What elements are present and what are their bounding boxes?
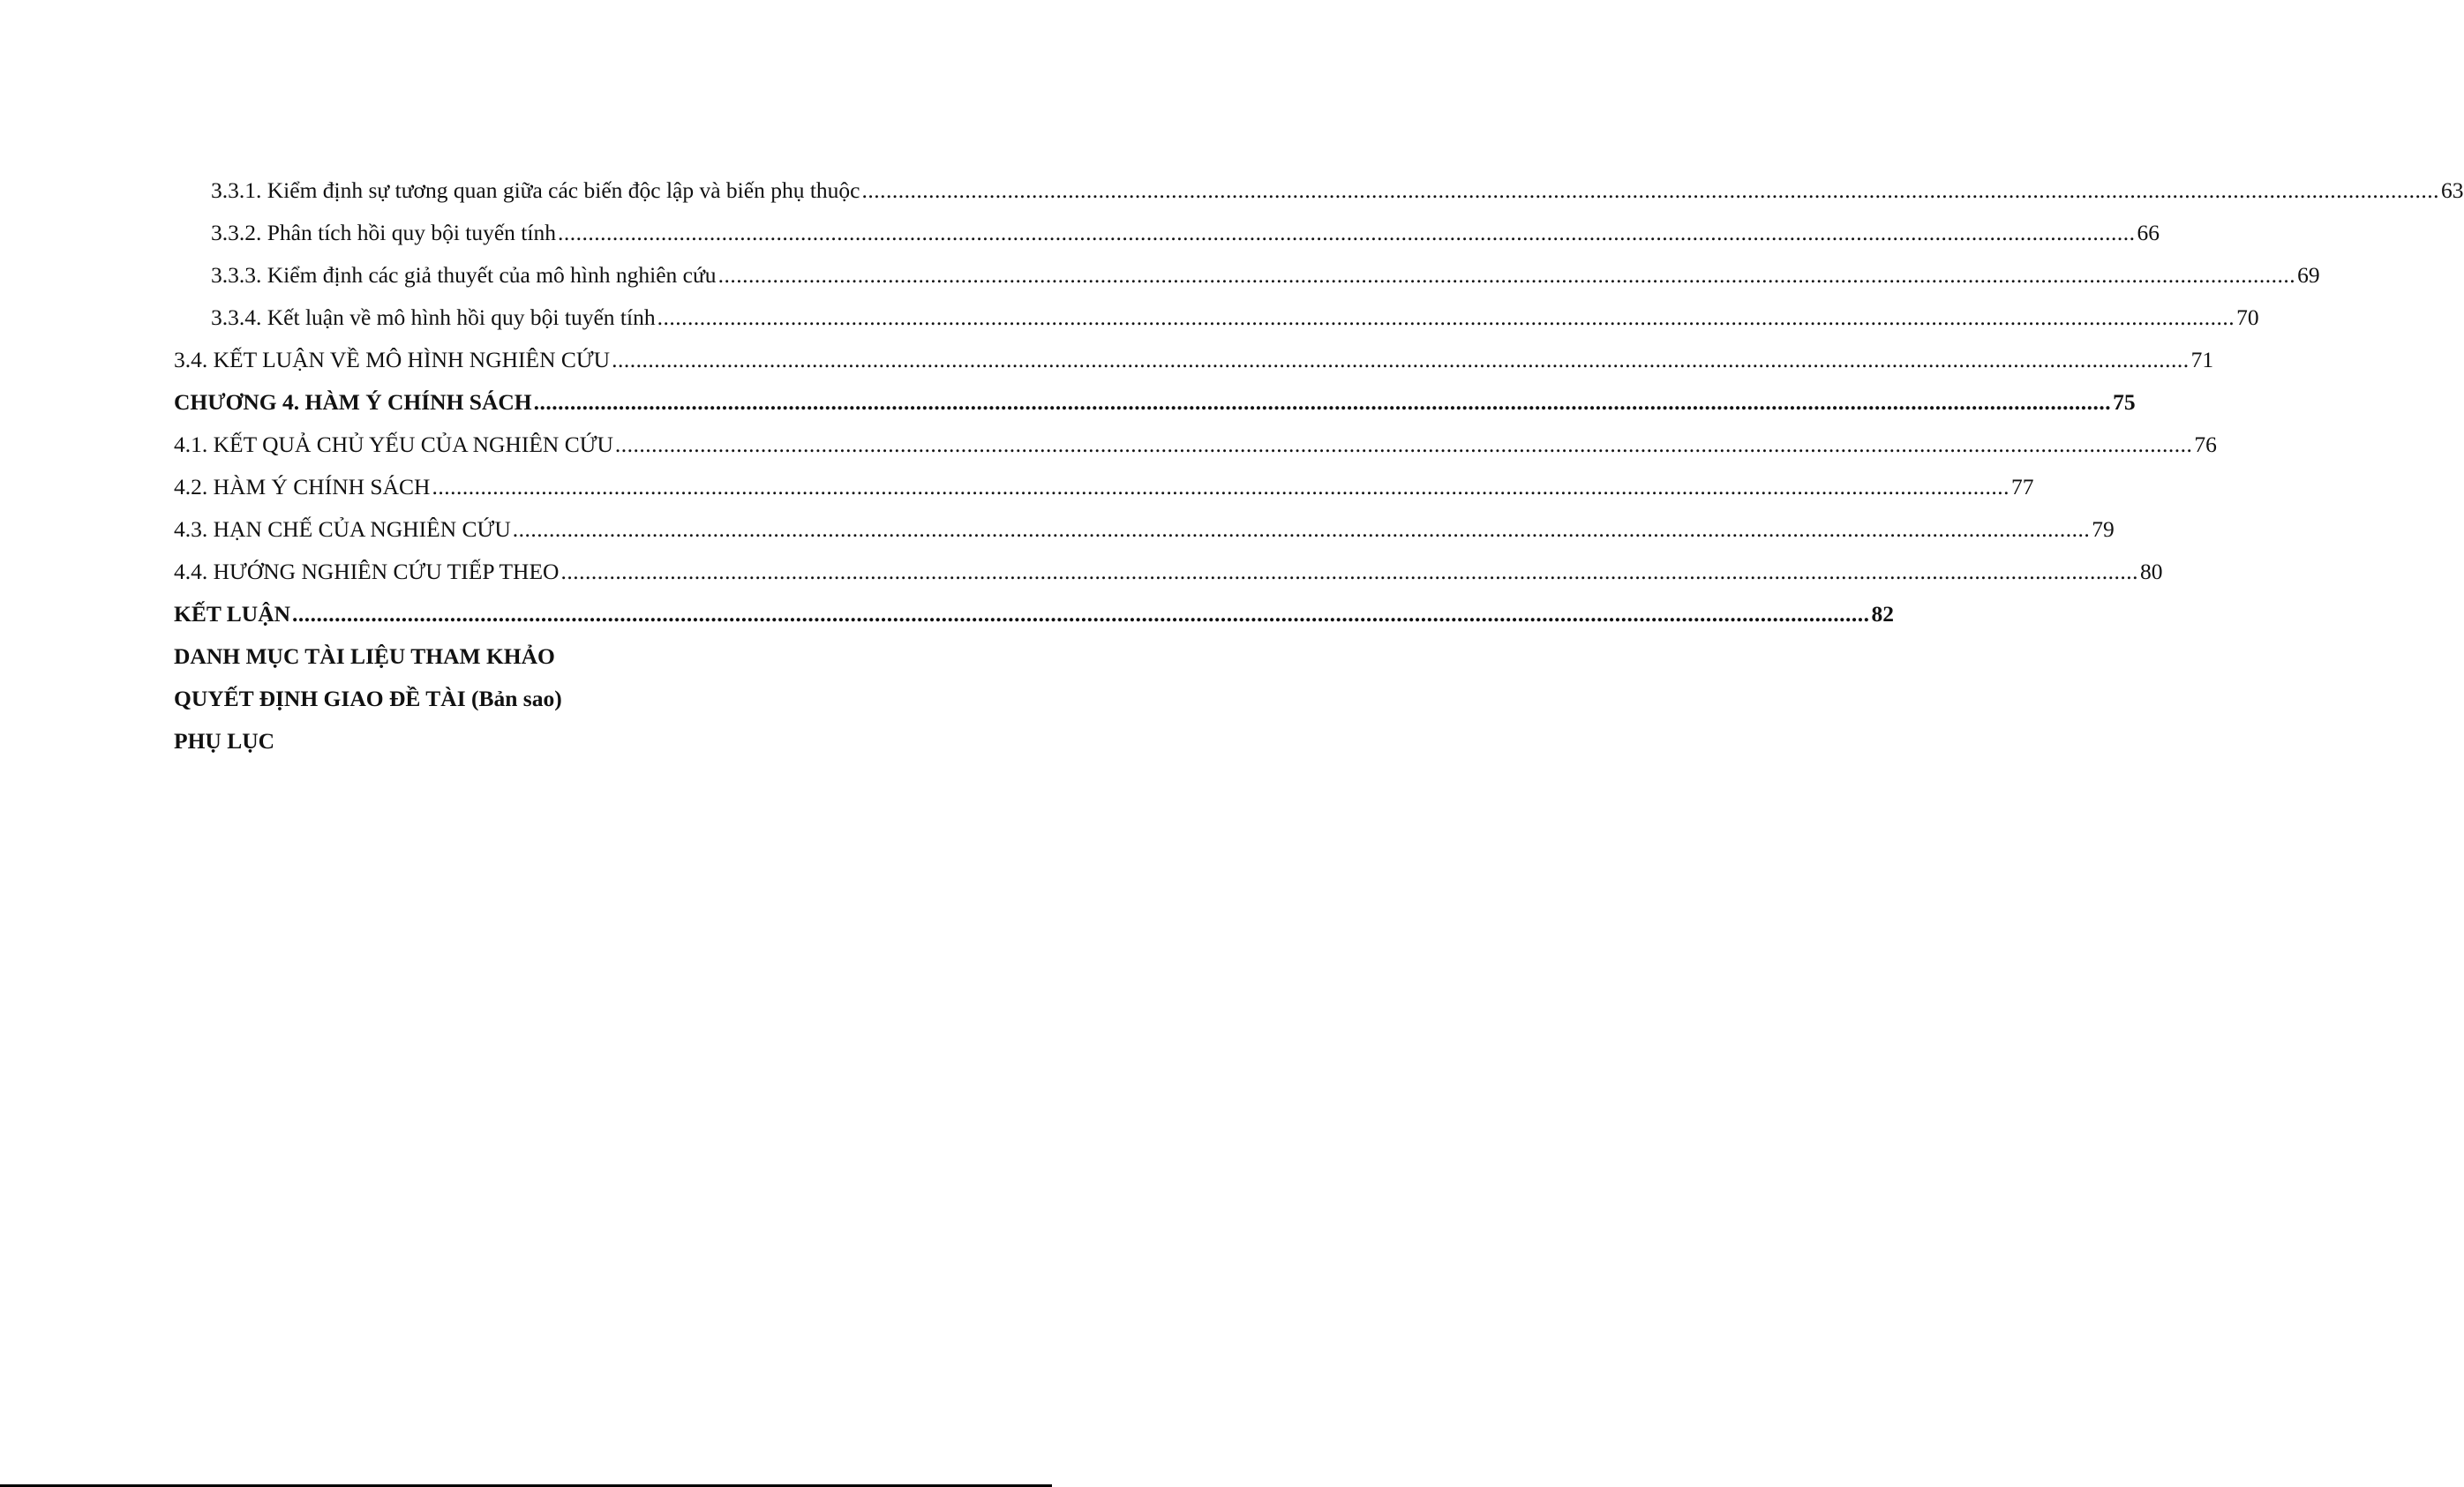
toc-entry-title: 3.3.3. Kiểm định các giả thuyết của mô hình nghiên cứu — [211, 262, 717, 288]
toc-entry-4-1[interactable] — [174, 424, 2217, 459]
toc-entry-title: QUYẾT ĐỊNH GIAO ĐỀ TÀI (Bản sao) — [174, 686, 562, 711]
toc-dot-leader: .................................................................................................................................................................................................................................................................... — [560, 559, 2138, 584]
toc-entry-title: 3.3.1. Kiểm định sự tương quan giữa các biến độc lập và biến phụ thuộc — [211, 177, 860, 203]
toc-entry-3-4[interactable] — [174, 339, 2214, 374]
toc-entry-4-3[interactable] — [174, 508, 2115, 544]
toc-entry-page-number: 63 — [2441, 177, 2464, 203]
toc-entry-3-3-1[interactable] — [211, 169, 2464, 205]
toc-entry-title: 3.4. KẾT LUẬN VỀ MÔ HÌNH NGHIÊN CỨU — [174, 347, 611, 372]
toc-entry-title: CHƯƠNG 4. HÀM Ý CHÍNH SÁCH — [174, 389, 532, 415]
toc-entry-title: 4.2. HÀM Ý CHÍNH SÁCH — [174, 474, 431, 499]
toc-entry-page-number: 76 — [2194, 432, 2217, 457]
toc-entry-title: 4.4. HƯỚNG NGHIÊN CỨU TIẾP THEO — [174, 559, 560, 584]
toc-entry-3-3-3[interactable] — [211, 254, 2320, 289]
toc-entry-4-2[interactable] — [174, 466, 2034, 501]
toc-entry-title: KẾT LUẬN — [174, 601, 291, 627]
toc-entry-page-number: 77 — [2010, 474, 2034, 499]
toc-dot-leader: .................................................................................................................................................................................................................................................................... — [557, 220, 2136, 245]
toc-dot-leader: .................................................................................................................................................................................................................................................................... — [612, 347, 2190, 372]
toc-entry-3-3-4[interactable] — [211, 297, 2259, 332]
toc-entry-3-3-2[interactable] — [211, 212, 2160, 247]
toc-dot-leader: .................................................................................................................................................................................................................................................................... — [533, 389, 2112, 415]
toc-dot-leader: .................................................................................................................................................................................................................................................................... — [861, 177, 2439, 203]
toc-entry-page-number: 75 — [2113, 389, 2136, 415]
toc-entry-conclusion[interactable] — [174, 593, 1895, 628]
toc-dot-leader: .................................................................................................................................................................................................................................................................... — [512, 516, 2091, 542]
toc-dot-leader: .................................................................................................................................................................................................................................................................... — [432, 474, 2010, 499]
toc-entry-page-number: 80 — [2139, 559, 2163, 584]
toc-entry-title: 4.1. KẾT QUẢ CHỦ YẾU CỦA NGHIÊN CỨU — [174, 432, 613, 457]
toc-dot-leader: .................................................................................................................................................................................................................................................................... — [717, 262, 2296, 288]
toc-entry-page-number: 82 — [1871, 601, 1895, 627]
toc-entry-page-number: 69 — [2297, 262, 2320, 288]
toc-entry-4-4[interactable] — [174, 551, 2163, 586]
toc-entry-assignment-decision[interactable] — [174, 678, 942, 713]
toc-entry-page-number: 79 — [2092, 516, 2115, 542]
toc-dot-leader: .................................................................................................................................................................................................................................................................... — [614, 432, 2193, 457]
toc-entry-page-number: 66 — [2137, 220, 2160, 245]
toc-entry-title: 3.3.2. Phân tích hồi quy bội tuyến tính — [211, 220, 556, 245]
toc-entry-title: 4.3. HẠN CHẾ CỦA NGHIÊN CỨU — [174, 516, 511, 542]
toc-entry-appendix[interactable] — [174, 720, 942, 755]
toc-entry-page-number: 70 — [2236, 304, 2259, 330]
toc-entry-title: DANH MỤC TÀI LIỆU THAM KHẢO — [174, 643, 555, 669]
toc-dot-leader: .................................................................................................................................................................................................................................................................... — [657, 304, 2235, 330]
toc-entry-chapter-4[interactable] — [174, 381, 2136, 417]
toc-entry-title: 3.3.4. Kết luận về mô hình hồi quy bội tuyến tính — [211, 304, 656, 330]
toc-entry-title: PHỤ LỤC — [174, 728, 275, 754]
toc-dot-leader: .................................................................................................................................................................................................................................................................... — [292, 601, 1870, 627]
toc-entry-page-number: 71 — [2190, 347, 2214, 372]
toc-entry-references[interactable] — [174, 635, 942, 671]
